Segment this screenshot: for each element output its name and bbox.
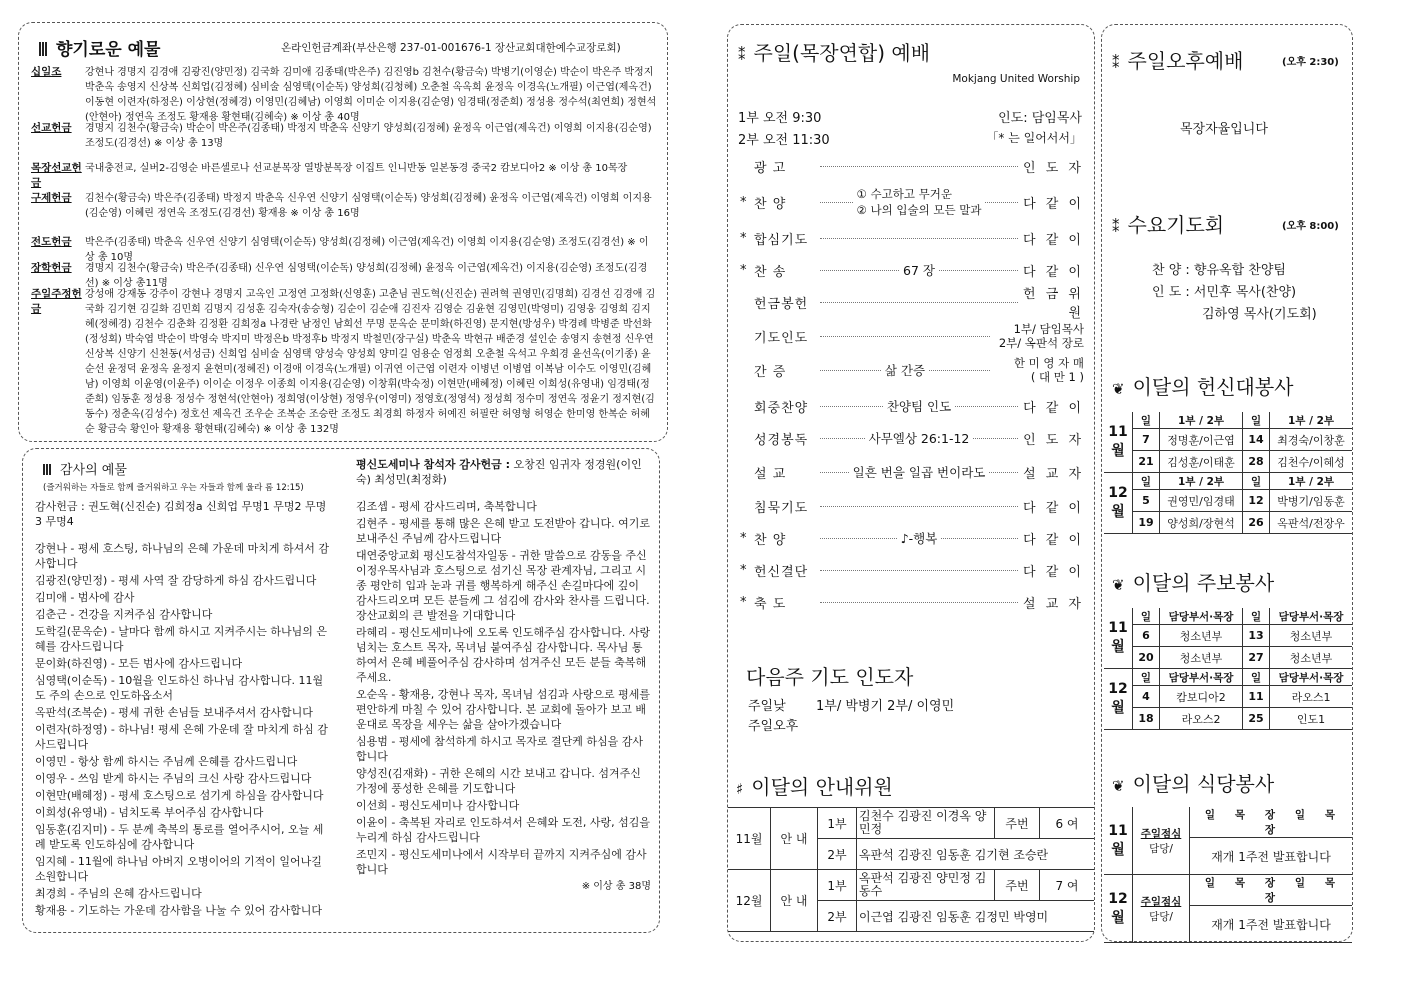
table-cell: 김성훈/이태훈 bbox=[1160, 451, 1243, 473]
table-cell: 12 bbox=[1243, 490, 1270, 512]
worship-item bbox=[740, 355, 1084, 385]
offering-names: 경명지 김천수(황금숙) 박은주(김종태) 신우연 심영택(이순독) 양성희(김정혜) 윤정옥 이근엽(제옥건) 이지용(김순영) 조정도(김경선) ※ 이상 총11명 bbox=[85, 263, 648, 289]
ushers-title: ♯ 이달의 안내위원 bbox=[736, 775, 893, 799]
thanks-item: 임동훈(김지미) - 두 분께 축복의 통로를 열어주시어, 오늘 세례 받도록 인도하심에 감사합니다 bbox=[35, 823, 324, 851]
thanks-item: 오순옥 - 황재용, 강현나 목자, 목녀님 섬김과 사랑으로 평세를 편안하게 마칠 수 있어 감사합니다. 본 교회에 돌아가 보고 배운대로 목장을 세우는 삶을 살아가겠습니다 bbox=[356, 688, 650, 731]
table-head bbox=[1190, 807, 1353, 838]
item-name: 침묵기도 bbox=[754, 500, 809, 516]
thanks-item: 양성진(김재화) - 귀한 은혜의 시간 보내고 갑니다. 섬겨주신 가정에 풍성한 은혜를 기도합니다 bbox=[356, 767, 641, 795]
worship-item bbox=[740, 391, 1084, 421]
usher-names: 옥판석 김광진 양민정 김동수 bbox=[857, 870, 995, 901]
next-leaders-row1-label: 주일낮 bbox=[748, 699, 786, 714]
item-leader: 다 같 이 bbox=[1023, 232, 1084, 248]
worship-item bbox=[740, 457, 1084, 487]
table-head: 일 bbox=[1133, 608, 1160, 625]
item-leader: 설 교 자 bbox=[1023, 596, 1084, 612]
usher-count: 7 여 bbox=[1040, 870, 1095, 901]
stand-marker: * bbox=[740, 194, 747, 210]
table-head: 1부 / 2부 bbox=[1160, 412, 1243, 429]
table-head: 일 bbox=[1133, 473, 1160, 490]
thanks-right-column bbox=[356, 457, 651, 894]
usher-names: 이근엽 김광진 임동훈 김정민 박영미 bbox=[857, 901, 1095, 932]
table-head-char: 일 bbox=[1204, 877, 1218, 889]
table-head-char: 목 bbox=[1234, 877, 1248, 889]
usher-lead-label: 주번 bbox=[995, 808, 1040, 839]
dedication-title: ❦ 이달의 헌신대봉사 bbox=[1112, 375, 1294, 399]
worship-item bbox=[740, 555, 1084, 585]
table-cell: 20 bbox=[1133, 647, 1160, 669]
dotted-leader bbox=[820, 569, 1018, 571]
table-head bbox=[1190, 875, 1353, 906]
thanks-left-column bbox=[35, 499, 333, 920]
usher-part: 1부 bbox=[818, 870, 857, 901]
item-leader: 다 같 이 bbox=[1023, 532, 1085, 548]
offering-label: 선교헌금 bbox=[31, 122, 72, 134]
dotted-leader bbox=[820, 369, 881, 371]
table-cell: 19 bbox=[1133, 512, 1160, 534]
afternoon-time: (오후 2:30) bbox=[1282, 57, 1339, 68]
thanks-item: 이희성(유영내) - 넘치도록 부어주심 감사합니다 bbox=[35, 806, 264, 819]
table-cell: 14 bbox=[1243, 429, 1270, 451]
thanks-item: 대연중앙교회 평신도참석자일동 - 귀한 말씀으로 감동을 주신 이정우목사님과 호스팅으로 섬기신 목장 관계자님, 그리고 시종 평안히 입과 눈과 귀를 행복하게 해주신 손길마다에 깊이 감사드리오며 모든 분들께 그 섬김에 감사와 찬사를 드립니다. 장산교회의 큰 발전을 기대합니다 bbox=[356, 549, 650, 622]
item-name: 축 도 bbox=[754, 596, 787, 612]
table-cell: 최경숙/이창훈 bbox=[1270, 429, 1352, 451]
dotted-leader bbox=[985, 201, 1018, 203]
right-head bbox=[356, 457, 651, 487]
stand-marker: * bbox=[740, 262, 747, 278]
time-1: 1부 오전 9:30 bbox=[738, 111, 822, 126]
dotted-leader bbox=[820, 601, 1018, 603]
dotted-leader bbox=[955, 405, 1018, 407]
worship-item bbox=[740, 187, 1084, 217]
dotted-leader bbox=[939, 269, 1018, 271]
dotted-leader bbox=[820, 165, 1018, 167]
thanks-left-list bbox=[35, 541, 333, 918]
item-name: 합심기도 bbox=[754, 232, 809, 248]
wednesday-time: (오후 8:00) bbox=[1282, 221, 1339, 232]
offering-row bbox=[31, 287, 657, 437]
kitchen-title: ❦ 이달의 식당봉사 bbox=[1112, 772, 1275, 796]
thanks-head bbox=[35, 499, 333, 529]
table-row bbox=[1104, 512, 1352, 534]
worship-title: ⁑ 주일(목장연합) 예배 bbox=[738, 41, 931, 65]
offering-row bbox=[31, 161, 657, 191]
table-cell: 28 bbox=[1243, 451, 1270, 473]
table-cell: 박병기/임동훈 bbox=[1270, 490, 1352, 512]
table-head-char: 목 bbox=[1324, 809, 1338, 821]
time-2: 2부 오전 11:30 bbox=[738, 133, 830, 148]
table-head: 1부 / 2부 bbox=[1270, 412, 1352, 429]
usher-month: 12월 bbox=[728, 870, 771, 932]
table-cell: 라오스2 bbox=[1160, 708, 1243, 730]
right-head-label: 평신도세미나 참석자 감사헌금 : bbox=[356, 458, 511, 471]
item-leader: 다 같 이 bbox=[1023, 264, 1084, 280]
usher-part: 2부 bbox=[818, 901, 857, 932]
dotted-leader bbox=[820, 301, 1018, 303]
offerings-box bbox=[18, 22, 668, 442]
item-leader: 다 같 이 bbox=[1023, 196, 1085, 212]
table-row bbox=[1104, 625, 1352, 647]
table-head: 담당부서·목장 bbox=[1160, 669, 1243, 686]
table-cell: 4 bbox=[1133, 686, 1160, 708]
dedication-table bbox=[1104, 412, 1352, 534]
next-leaders-row2-label: 주일오후 bbox=[748, 719, 799, 734]
thanks-item: 이영우 - 쓰임 받게 하시는 주님의 크신 사랑 감사드립니다 bbox=[35, 772, 312, 785]
item-content: 사무엘상 26:1-12 bbox=[868, 431, 970, 446]
table-head: 1부 / 2부 bbox=[1160, 473, 1243, 490]
worship-item bbox=[740, 223, 1084, 253]
thanks-item: 최경희 - 주님의 은혜 감사드립니다 bbox=[35, 887, 202, 900]
table-cell: 21 bbox=[1133, 451, 1160, 473]
thanks-head-text: 권도혁(신진순) 김희정a 신희업 무명1 무명2 무명3 무명4 bbox=[35, 500, 327, 528]
item-leader: 인 도 자 bbox=[1023, 432, 1085, 448]
table-head: 일 bbox=[1243, 473, 1270, 490]
bulletin-title: ❦ 이달의 주보봉사 bbox=[1112, 571, 1275, 595]
dotted-leader bbox=[820, 269, 899, 271]
dotted-leader bbox=[820, 505, 1018, 507]
thanks-item: 조민지 - 평신도세미나에서 시작부터 끝까지 지켜주심에 감사합니다 bbox=[356, 848, 647, 876]
offering-names: 김천수(황금숙) 박은주(김종태) 박정지 박춘옥 신우연 신양기 심영택(이순독) 양성희(김정혜) 윤정옥 이근엽(제옥건) 이영희 이지용(김순영) 이혜린 정연옥 조정도(김경선) 황재용 ※ 이상 총 16명 bbox=[85, 193, 652, 219]
table-cell: 7 bbox=[1133, 429, 1160, 451]
worship-item bbox=[740, 151, 1084, 181]
usher-part: 1부 bbox=[818, 808, 857, 839]
table-cell: 옥판석/전장우 bbox=[1270, 512, 1352, 534]
offering-label: 전도헌금 bbox=[31, 236, 72, 248]
table-head: 담당부서·목장 bbox=[1270, 608, 1352, 625]
item-leader: 다 같 이 bbox=[1023, 400, 1085, 416]
table-row bbox=[1104, 451, 1352, 473]
usher-role: 안 내 bbox=[771, 870, 818, 932]
thanks-item: 이영민 - 항상 함께 하시는 주님께 은혜를 감사드립니다 bbox=[35, 755, 298, 768]
thanks-item: 심용범 - 평세에 참석하게 하시고 목자로 결단케 하심을 감사합니다 bbox=[356, 735, 643, 763]
item-name: 회중찬양 bbox=[754, 400, 809, 416]
item-content: 찬양팀 인도 bbox=[886, 399, 952, 414]
item-name: 광 고 bbox=[754, 160, 787, 176]
usher-names: 김천수 김광진 이경옥 양민정 bbox=[857, 808, 995, 839]
thanks-item: 옥판석(조복순) - 평세 귀한 손님들 보내주셔서 감사합니다 bbox=[35, 706, 313, 719]
item-leader: 헌 금 위 원 bbox=[1023, 287, 1084, 321]
item-name: 찬 양 bbox=[754, 532, 787, 548]
item-leader: 다 같 이 bbox=[1023, 564, 1084, 580]
dots-icon: ⁑ bbox=[1112, 218, 1120, 236]
table-cell: 양성희/장현석 bbox=[1160, 512, 1243, 534]
table-head: 1부 / 2부 bbox=[1270, 473, 1352, 490]
next-leaders-title: 다음주 기도 인도자 bbox=[746, 665, 914, 689]
bulletin-table bbox=[1104, 608, 1352, 730]
thanks-item: 황재용 - 기도하는 가운데 감사함을 나눌 수 있어 감사합니다 bbox=[35, 904, 322, 917]
item-name: 헌신결단 bbox=[754, 564, 809, 580]
worship-item bbox=[740, 587, 1084, 617]
table-head-row bbox=[1104, 412, 1352, 429]
table-head-row bbox=[1104, 608, 1352, 625]
thanks-verse: (즐거워하는 자들로 함께 즐거워하고 우는 자들과 함께 울라 롬 12:15) bbox=[43, 483, 304, 493]
worship-lead-note: 「* 는 일어서서」 bbox=[986, 131, 1082, 145]
offering-names: 경명지 김천수(황금숙) 박순이 박은주(김종태) 박정지 박춘옥 신양기 양성희(김정혜) 윤정옥 이근엽(제옥건) 이영희 이지용(김순영) 조정도(김경선) ※ 이상 총 13명 bbox=[85, 123, 652, 149]
offering-label: 목장선교헌금 bbox=[31, 162, 82, 189]
table-row bbox=[1104, 429, 1352, 451]
dotted-leader bbox=[820, 405, 883, 407]
table-cell: 김천수/이혜성 bbox=[1270, 451, 1352, 473]
dots-icon: ⁑ bbox=[738, 46, 746, 64]
table-cell: 권영민/임경태 bbox=[1160, 490, 1243, 512]
kitchen-label bbox=[1133, 875, 1190, 943]
usher-part: 2부 bbox=[818, 839, 857, 870]
item-name: 성경봉독 bbox=[754, 432, 809, 448]
thanks-item: 김광진(양민정) - 평세 사역 잘 감당하게 하심 감사드립니다 bbox=[35, 574, 317, 587]
table-head-row bbox=[1104, 669, 1352, 686]
table-head-char: 목 bbox=[1234, 809, 1248, 821]
table-head-char: 장 bbox=[1264, 877, 1278, 889]
table-row bbox=[1104, 490, 1352, 512]
side-box bbox=[1101, 24, 1353, 942]
thanks-item: 임지혜 - 11월에 하나님 아버지 오병이어의 기적이 일어나길 소원합니다 bbox=[35, 855, 322, 883]
ushers-table bbox=[728, 807, 1094, 932]
table-cell: 라오스1 bbox=[1270, 686, 1352, 708]
thanks-title: 감사의 예물 bbox=[43, 459, 127, 478]
right-head-text: 오창진 임귀자 정경원(이인숙) 최성민(최정화) bbox=[356, 458, 642, 486]
hash-icon: ♯ bbox=[736, 780, 744, 798]
thanks-head-label: 감사헌금 : bbox=[35, 500, 85, 513]
table-head: 일 bbox=[1243, 608, 1270, 625]
worship-subtitle: Mokjang United Worship bbox=[952, 73, 1080, 85]
account-info: 온라인헌금계좌(부산은행 237-01-001676-1 장산교회대한예수교장로회) bbox=[281, 42, 621, 54]
table-cell: 청소년부 bbox=[1160, 625, 1243, 647]
worship-item bbox=[740, 287, 1084, 321]
item-content: 67 장 bbox=[903, 263, 935, 278]
thanks-item: 문이화(하진영) - 모든 범사에 감사드립니다 bbox=[35, 657, 243, 670]
stand-marker: * bbox=[740, 530, 747, 546]
table-cell: 25 bbox=[1243, 708, 1270, 730]
wednesday-title: ⁑ 수요기도회 bbox=[1112, 213, 1225, 237]
thanks-item: 김현주 - 평세를 통해 많은 은혜 받고 도전받아 갑니다. 여기로 보내주신 주님께 감사드립니다 bbox=[356, 517, 650, 545]
kitchen-label-sub: 담당/ bbox=[1149, 910, 1173, 923]
thanks-right-list bbox=[356, 499, 651, 877]
offering-row bbox=[31, 191, 657, 221]
table-head-char: 장 bbox=[1264, 824, 1278, 836]
kitchen-text: 재개 1주전 발표합니다 bbox=[1190, 838, 1353, 875]
thanks-item: 김춘근 - 건강을 지켜주심 감사합니다 bbox=[35, 608, 213, 621]
item-content: ♪-행복 bbox=[900, 531, 938, 546]
thanks-item: 도학길(문옥순) - 날마다 함께 하시고 지켜주시는 하나님의 은혜를 감사드립니다 bbox=[35, 625, 328, 653]
thanks-item: 이윤이 - 축복된 자리로 인도하셔서 은혜와 도전, 사랑, 섬김을 누리게 하심 감사드립니다 bbox=[356, 816, 650, 844]
wednesday-line3: 김하영 목사(기도회) bbox=[1202, 307, 1317, 322]
table-head-row bbox=[1104, 473, 1352, 490]
table-cell: 5 bbox=[1133, 490, 1160, 512]
dotted-leader bbox=[989, 471, 1018, 473]
table-head-char: 일 bbox=[1294, 877, 1308, 889]
thanks-total: ※ 이상 총 38명 bbox=[581, 881, 651, 892]
item-leader: 설 교 자 bbox=[1023, 466, 1085, 482]
flower-icon: ❦ bbox=[1112, 576, 1125, 594]
offering-label: 주일주정헌금 bbox=[31, 288, 82, 315]
item-leader: 1부/ 담임목사 2부/ 옥판석 장로 bbox=[998, 322, 1084, 350]
dotted-leader bbox=[820, 437, 865, 439]
table-cell: 캄보디아2 bbox=[1160, 686, 1243, 708]
table-cell: 11 bbox=[1243, 686, 1270, 708]
thanks-item: 이련자(하정영) - 하나님! 평세 은혜 가운데 잘 마치게 하심 감사드립니다 bbox=[35, 723, 328, 751]
kitchen-label-main: 주일점심 bbox=[1140, 895, 1182, 908]
offering-row bbox=[31, 65, 657, 125]
item-content: 일흔 번을 일곱 번이라도 bbox=[852, 465, 986, 480]
offering-names: 강성애 강재동 강주이 강현나 경명지 고옥인 고정연 고정화(신영훈) 고춘님 권도혁(신진순) 권려혁 권영민(김명희) 김경선 김경애 김국화 김기현 김길화 김민희 김명지 김성훈 김숙자(송승형) 김순이 김순애 김진자 김영순 김윤현 김영민(박영미) 김영웅 김영희 김지혜(정혜경) 김천수 김춘화 김정환 김희정a 나경란 남정인 남희선 무명 문옥순 문미화(하진영) 문지현(방성우) 박경례 박병준 박선화(정성회) 박숙엽 박순이 박영숙 박지미 박정은b 박정후b 박정지 박철민(장구실) 박춘옥 박현규 배준경 설인순 송영지 송현정 신우연 신상복 신양기 신천동(서성금) 신희업 심비술 심영택 양성숙 양성희 양미길 엄용순 엄정희 오춘철 옥석고 우희경 윤선옥(이기종) 윤순선 윤정덕 윤정옥 윤정지 윤현미(정혜진) 이경애 이경옥(노개필) 이귀연 이근엽 이련자 이병년 이병엽 이복남 이수도 이영민(김혜남) 이영희 이윤영(이윤주) 이이순 이정우 이종희 이지용(김순영) 이창휘(박숙정) 이현만(배혜정) 이혜린 이희성(유영내) 임경태(정준희) 임동훈 정성용 정성수 정현석(안현아) 정희영(이상현) 정영우(이영미) 정영호(정영석) 정성희 정수미 정연옥 정윤기 정지현(김동수) 정춘옥(김성수) 정호선 제옥건 조우순 조복순 조승란 조정도 최경희 하정자 허예진 허필란 허영형 허영순 한미영 한복순 허혜순 황금숙 황인아 황재용 황현태(김혜숙) ※ 이상 총 132명 bbox=[85, 289, 656, 435]
table-head-row bbox=[1104, 875, 1352, 906]
worship-box bbox=[727, 24, 1095, 942]
item-leader: 한 미 영 자 매 ( 대 만 1 ) bbox=[1013, 356, 1085, 384]
stand-marker: * bbox=[740, 594, 747, 610]
table-row bbox=[1104, 647, 1352, 669]
offering-names: 강현나 경명지 김경애 김광진(양민정) 김국화 김미애 김종태(박은주) 김진영b 김천수(황금숙) 박병기(이영순) 박순이 박은주 박정지 박춘옥 송영지 신상복 신희업(김정혜) 심비술 심영택(이순독) 양성희(김청혜) 오춘철 옥옥희 윤정옥 이경옥(노개필) 이근엽(제옥건) 이동현 이련자(하정은) 이상현(정혜경) 이영민(김혜남) 이영희 이미순 이지용(김순영) 임경태(정준희) 정성용 정수석(최연희) 정현석(안현아) 정연옥 조정도 황재용 황현태(김혜숙) ※ 이상 총 40명 bbox=[85, 67, 657, 123]
table-cell: 26 bbox=[1243, 512, 1270, 534]
offering-names: 박은주(김종태) 박춘옥 신우연 신양기 심영택(이순독) 양성희(김정혜) 이근엽(제옥건) 이영희 이지용(김순영) 조정도(김경선) ※ 이상 총 10명 bbox=[85, 237, 649, 263]
table-cell: 18 bbox=[1133, 708, 1160, 730]
usher-row bbox=[728, 808, 1094, 839]
dotted-leader bbox=[820, 237, 1018, 239]
worship-item bbox=[740, 321, 1084, 351]
stand-marker: * bbox=[740, 230, 747, 246]
table-cell: 13 bbox=[1243, 625, 1270, 647]
thanks-box bbox=[22, 448, 660, 933]
afternoon-text: 목장자율입니다 bbox=[1180, 122, 1268, 137]
item-content: ① 수고하고 무거운 ② 나의 입술의 모든 말과 bbox=[856, 187, 982, 217]
table-head: 일 bbox=[1133, 412, 1160, 429]
dotted-leader bbox=[929, 369, 990, 371]
month-cell: 12 월 bbox=[1104, 669, 1133, 730]
item-name: 헌금봉헌 bbox=[754, 296, 809, 312]
thanks-item: 심영택(이순독) - 10월을 인도하신 하나님 감사합니다. 11월도 주의 손으로 인도하옵소서 bbox=[35, 674, 324, 702]
usher-row bbox=[728, 870, 1094, 901]
table-head-char: 목 bbox=[1324, 877, 1338, 889]
afternoon-title: ⁑ 주일오후예배 bbox=[1112, 49, 1244, 73]
table-cell: 청소년부 bbox=[1270, 625, 1352, 647]
kitchen-table bbox=[1104, 807, 1352, 943]
offering-label: 구제헌금 bbox=[31, 192, 72, 204]
wednesday-line1: 찬 양 : 향유옥합 찬양팀 bbox=[1152, 263, 1286, 278]
usher-names: 옥판석 김광진 임동훈 김기현 조승란 bbox=[857, 839, 1095, 870]
dotted-leader bbox=[973, 437, 1018, 439]
offering-names: 국내충전교, 실버2-김영순 바른셀로나 선교분목장 열방분목장 이집트 인니반동 일본동경 중국2 캄보디아2 ※ 이상 총 10목장 bbox=[85, 163, 628, 174]
table-head: 일 bbox=[1133, 669, 1160, 686]
table-cell: 6 bbox=[1133, 625, 1160, 647]
worship-lead: 인도: 담임목사 bbox=[998, 111, 1082, 126]
dotted-leader bbox=[941, 537, 1018, 539]
thanks-item: 라혜리 - 평신도세미나에 오도록 인도해주심 감사합니다. 사랑 넘치는 호스트 목자, 목녀님 붙여주심 감사합니다. 목사님 통하여서 은혜 베풀어주심 감사하며 섬겨주신 모든 분들 축복해주세요. bbox=[356, 626, 651, 684]
kitchen-label-main: 주일점심 bbox=[1140, 827, 1182, 840]
table-head-char: 장 bbox=[1264, 809, 1278, 821]
table-cell: 인도1 bbox=[1270, 708, 1352, 730]
item-leader: 다 같 이 bbox=[1023, 500, 1084, 516]
table-cell: 정명훈/이근엽 bbox=[1160, 429, 1243, 451]
month-cell: 11 월 bbox=[1104, 608, 1133, 669]
table-head-row bbox=[1104, 807, 1352, 838]
table-head: 일 bbox=[1243, 669, 1270, 686]
item-name: 설 교 bbox=[754, 466, 787, 482]
table-row bbox=[1104, 686, 1352, 708]
table-head-char: 일 bbox=[1204, 809, 1218, 821]
table-row bbox=[1104, 708, 1352, 730]
dotted-leader bbox=[820, 335, 990, 337]
dotted-leader bbox=[820, 201, 853, 203]
next-leaders-row1-text: 1부/ 박병기 2부/ 이영민 bbox=[816, 699, 955, 714]
table-cell: 청소년부 bbox=[1160, 647, 1243, 669]
section-marker-icon bbox=[43, 464, 52, 475]
usher-role: 안 내 bbox=[771, 808, 818, 870]
thanks-item: 이현만(배혜정) - 평세 호스팅으로 섬기게 하심을 감사합니다 bbox=[35, 789, 324, 802]
usher-month: 11월 bbox=[728, 808, 771, 870]
month-cell: 12 월 bbox=[1104, 875, 1133, 943]
table-head: 담당부서·목장 bbox=[1160, 608, 1243, 625]
flower-icon: ❦ bbox=[1112, 380, 1125, 398]
usher-lead-label: 주번 bbox=[995, 870, 1040, 901]
dots-icon: ⁑ bbox=[1112, 54, 1120, 72]
table-head-char: 일 bbox=[1294, 809, 1308, 821]
item-name: 간 증 bbox=[754, 364, 787, 380]
wednesday-line2: 인 도 : 서민후 목사(찬양) bbox=[1152, 285, 1297, 300]
table-cell: 청소년부 bbox=[1270, 647, 1352, 669]
item-name: 찬 송 bbox=[754, 264, 787, 280]
worship-item bbox=[740, 523, 1084, 553]
table-head: 담당부서·목장 bbox=[1270, 669, 1352, 686]
table-head-char: 장 bbox=[1264, 892, 1278, 904]
offering-label: 장학헌금 bbox=[31, 262, 72, 274]
worship-item bbox=[740, 255, 1084, 285]
dotted-leader bbox=[820, 537, 897, 539]
stand-marker: * bbox=[740, 562, 747, 578]
offering-label: 십일조 bbox=[31, 66, 62, 78]
kitchen-label bbox=[1133, 807, 1190, 875]
thanks-item: 이선희 - 평신도세미나 감사합니다 bbox=[356, 799, 520, 812]
thanks-item: 강현나 - 평세 호스팅, 하나님의 은혜 가운데 마치게 하셔서 감사합니다 bbox=[35, 542, 329, 570]
thanks-item: 김조셉 - 평세 감사드리며, 축복합니다 bbox=[356, 500, 537, 513]
table-head: 일 bbox=[1243, 412, 1270, 429]
usher-count: 6 여 bbox=[1040, 808, 1095, 839]
item-content: 삶 간증 bbox=[884, 363, 926, 378]
dotted-leader bbox=[820, 471, 849, 473]
item-name: 기도인도 bbox=[754, 330, 809, 346]
month-cell: 11 월 bbox=[1104, 807, 1133, 875]
kitchen-text: 재개 1주전 발표합니다 bbox=[1190, 906, 1353, 943]
section-marker-icon bbox=[39, 42, 48, 56]
thanks-item: 김미애 - 범사에 감사 bbox=[35, 591, 135, 604]
worship-item bbox=[740, 491, 1084, 521]
offering-row bbox=[31, 121, 657, 151]
item-leader: 인 도 자 bbox=[1023, 160, 1084, 176]
offerings-title: 향기로운 예물 bbox=[39, 35, 160, 60]
flower-icon: ❦ bbox=[1112, 777, 1125, 795]
month-cell: 11 월 bbox=[1104, 412, 1133, 473]
table-cell: 27 bbox=[1243, 647, 1270, 669]
month-cell: 12 월 bbox=[1104, 473, 1133, 534]
item-name: 찬 양 bbox=[754, 196, 787, 212]
worship-item bbox=[740, 423, 1084, 453]
kitchen-label-sub: 담당/ bbox=[1149, 842, 1173, 855]
